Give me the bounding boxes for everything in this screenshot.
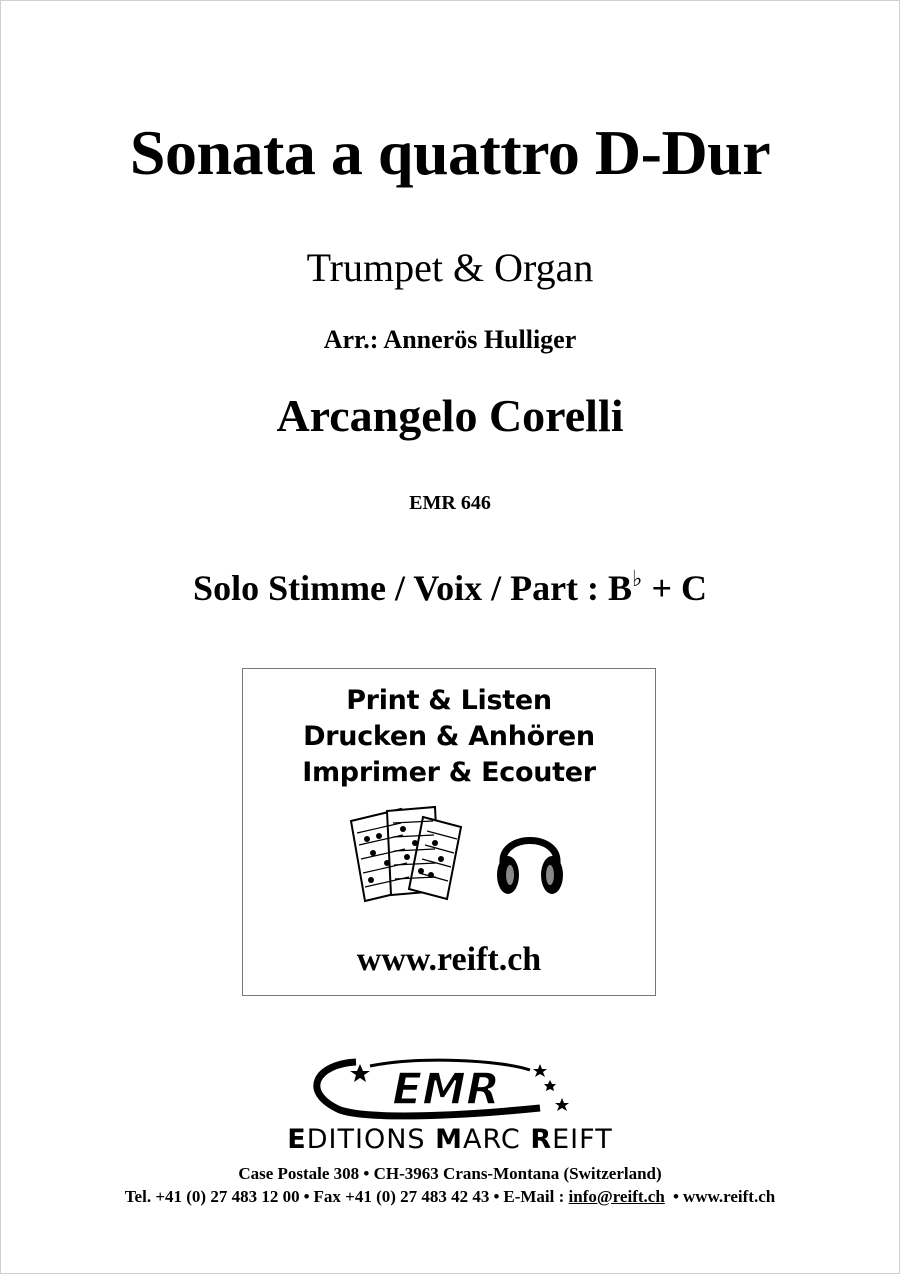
- sheet-music-icon: [343, 803, 473, 903]
- publisher-name: [0, 1124, 900, 1155]
- arranger: Arr.: Annerös Hulliger: [323, 325, 577, 354]
- promo-line-english: Print & Listen: [346, 685, 552, 716]
- website-link[interactable]: www.reift.ch: [682, 1187, 776, 1206]
- email-link[interactable]: info@reift.ch: [568, 1187, 665, 1206]
- publisher-word-eift: EIFT: [552, 1124, 613, 1155]
- part-designation: [0, 566, 900, 609]
- publisher-address: Case Postale 308 • CH-3963 Crans-Montana (Switzerland): [238, 1164, 662, 1183]
- promo-line-german: Drucken & Anhören: [303, 721, 595, 752]
- publisher-initial-m: M: [435, 1124, 463, 1155]
- fax-number: Fax +41 (0) 27 483 42 43: [313, 1187, 490, 1206]
- separator-bullet: •: [493, 1187, 500, 1206]
- publisher-initial-r: R: [530, 1124, 553, 1155]
- emr-logo: [300, 1058, 590, 1120]
- logo-text: EMR: [392, 1064, 500, 1115]
- part-prefix: Solo Stimme / Voix / Part : B: [193, 568, 633, 608]
- flat-sign: ♭: [632, 566, 643, 591]
- email-label: E-Mail :: [503, 1187, 565, 1206]
- promo-line-french: Imprimer & Ecouter: [302, 757, 596, 788]
- catalog-number: EMR 646: [409, 492, 491, 514]
- phone-number: Tel. +41 (0) 27 483 12 00: [124, 1187, 300, 1206]
- score-title: Sonata a quattro D-Dur: [129, 117, 771, 188]
- composer: Arcangelo Corelli: [276, 390, 624, 441]
- separator-bullet: •: [303, 1187, 310, 1206]
- print-listen-box: [242, 668, 656, 996]
- publisher-contact: [0, 1187, 900, 1207]
- part-suffix: + C: [642, 568, 707, 608]
- separator-bullet: •: [673, 1187, 679, 1206]
- publisher-initial-e: E: [287, 1124, 307, 1155]
- promo-website: www.reift.ch: [356, 941, 542, 978]
- publisher-word-arc: ARC: [463, 1124, 531, 1155]
- publisher-word-ditions: DITIONS: [306, 1124, 436, 1155]
- headphones-icon: [495, 817, 565, 899]
- instrumentation: Trumpet & Organ: [306, 245, 594, 290]
